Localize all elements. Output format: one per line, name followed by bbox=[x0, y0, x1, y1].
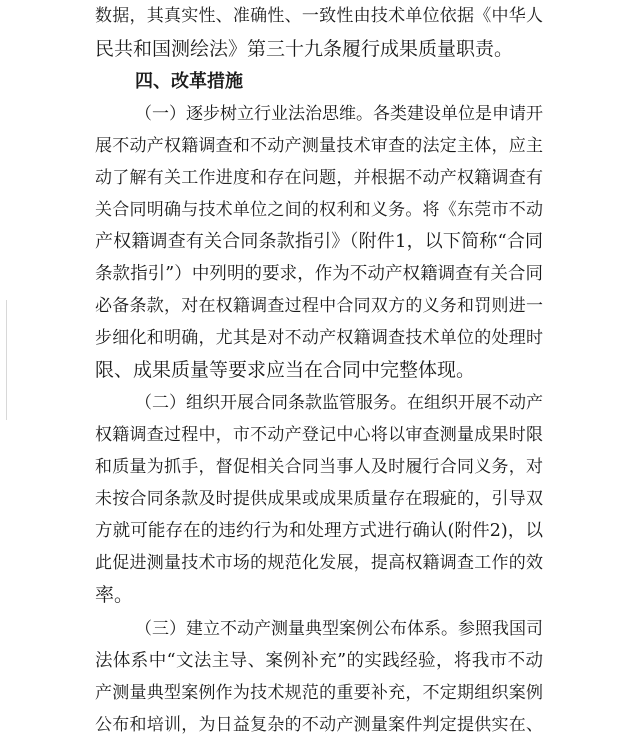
opening-line-2: 民共和国测绘法》第三十九条履行成果质量职责。 bbox=[95, 38, 514, 60]
measure-1-line-7: 必备条款，对在权籍调查过程中合同双方的义务和罚则进一 bbox=[95, 296, 543, 316]
measure-2-line-6: 此促进测量技术市场的规范化发展，提高权籍调查工作的效 bbox=[95, 553, 543, 573]
measure-1-line-6: 条款指引”）中列明的要求，作为不动产权籍调查有关合同 bbox=[95, 264, 543, 284]
section-title: 四、改革措施 bbox=[135, 71, 243, 92]
opening-line-1: 数据，其真实性、准确性、一致性由技术单位依据《中华人 bbox=[95, 6, 543, 26]
measure-2-line-5: 方就可能存在的违约行为和处理方式进行确认(附件2)，以 bbox=[95, 521, 543, 541]
measure-1-line-5: 产权籍调查有关合同条款指引》（附件1，以下简称“合同 bbox=[95, 231, 543, 252]
measure-2-line-7: 率。 bbox=[95, 584, 134, 606]
measure-1-line-4: 关合同明确与技术单位之间的权利和义务。将《东莞市不动 bbox=[95, 200, 543, 220]
measure-1-line-9: 限、成果质量等要求应当在合同中完整体现。 bbox=[95, 359, 476, 381]
measure-2-line-4: 未按合同条款及时提供成果或成果质量存在瑕疵的，引导双 bbox=[95, 489, 543, 509]
measure-2-line-3: 和质量为抓手，督促相关合同当事人及时履行合同义务，对 bbox=[95, 457, 543, 477]
measure-3-line-4: 公布和培训，为日益复杂的不动产测量案件判定提供实在、 bbox=[95, 715, 543, 735]
measure-1-line-3: 动了解有关工作进度和存在问题，并根据不动产权籍调查有 bbox=[95, 168, 543, 188]
scan-edge-shadow bbox=[6, 300, 7, 420]
measure-2-line-1: （二）组织开展合同条款监管服务。在组织开展不动产 bbox=[135, 393, 543, 413]
measure-3-line-2: 法体系中“文法主导、案例补充”的实践经验，将我市不动 bbox=[95, 651, 543, 671]
measure-3-line-3: 产测量典型案例作为技术规范的重要补充，不定期组织案例 bbox=[95, 683, 543, 703]
measure-1-line-1: （一）逐步树立行业法治思维。各类建设单位是申请开 bbox=[135, 104, 543, 124]
measure-3-line-1: （三）建立不动产测量典型案例公布体系。参照我国司 bbox=[135, 619, 543, 639]
measure-1-line-8: 步细化和明确，尤其是对不动产权籍调查技术单位的处理时 bbox=[95, 328, 543, 348]
measure-2-line-2: 权籍调查过程中，市不动产登记中心将以审查测量成果时限 bbox=[95, 425, 543, 445]
measure-1-line-2: 展不动产权籍调查和不动产测量技术审查的法定主体，应主 bbox=[95, 136, 543, 156]
